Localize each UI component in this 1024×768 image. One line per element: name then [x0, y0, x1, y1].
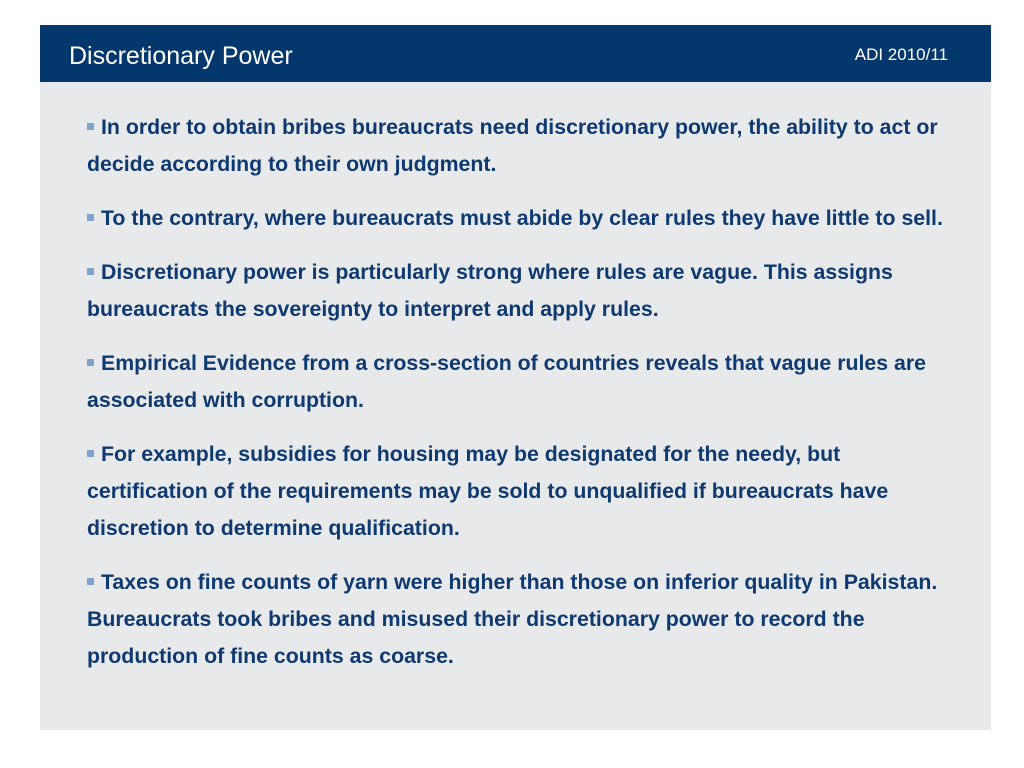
bullet-item: [87, 109, 957, 183]
bullet-item: [87, 345, 957, 419]
slide-title: Discretionary Power: [69, 42, 293, 70]
bullet-text: Empirical Evidence from a cross-section of countries reveals that vague rules are associated with corruption.: [87, 351, 926, 412]
bullet-item: [87, 200, 957, 237]
title-bar: [40, 25, 991, 82]
bullet-square-icon: [87, 123, 94, 130]
bullet-square-icon: [87, 359, 94, 366]
course-tag: ADI 2010/11: [854, 45, 948, 64]
bullet-square-icon: [87, 578, 94, 585]
bullet-item: [87, 254, 957, 328]
bullet-square-icon: [87, 214, 94, 221]
bullet-square-icon: [87, 450, 94, 457]
bullet-item: [87, 436, 957, 547]
bullet-list: [87, 109, 957, 692]
bullet-text: In order to obtain bribes bureaucrats need discretionary power, the ability to act or decide according to their own judgment.: [87, 115, 938, 176]
content-panel: [40, 82, 991, 730]
bullet-text: For example, subsidies for housing may be designated for the needy, but certification of the requirements may be sold to unqualified if bureaucrats have discretion to determine qualification.: [87, 442, 889, 540]
bullet-text: Taxes on fine counts of yarn were higher than those on inferior quality in Pakistan. Bureaucrats took bribes and misused their discretionary power to record the production of fine counts as coarse.: [87, 570, 938, 668]
bullet-item: [87, 564, 957, 675]
bullet-text: To the contrary, where bureaucrats must abide by clear rules they have little to sell.: [101, 206, 943, 230]
bullet-square-icon: [87, 268, 94, 275]
bullet-text: Discretionary power is particularly strong where rules are vague. This assigns bureaucrats the sovereignty to interpret and apply rules.: [87, 260, 893, 321]
